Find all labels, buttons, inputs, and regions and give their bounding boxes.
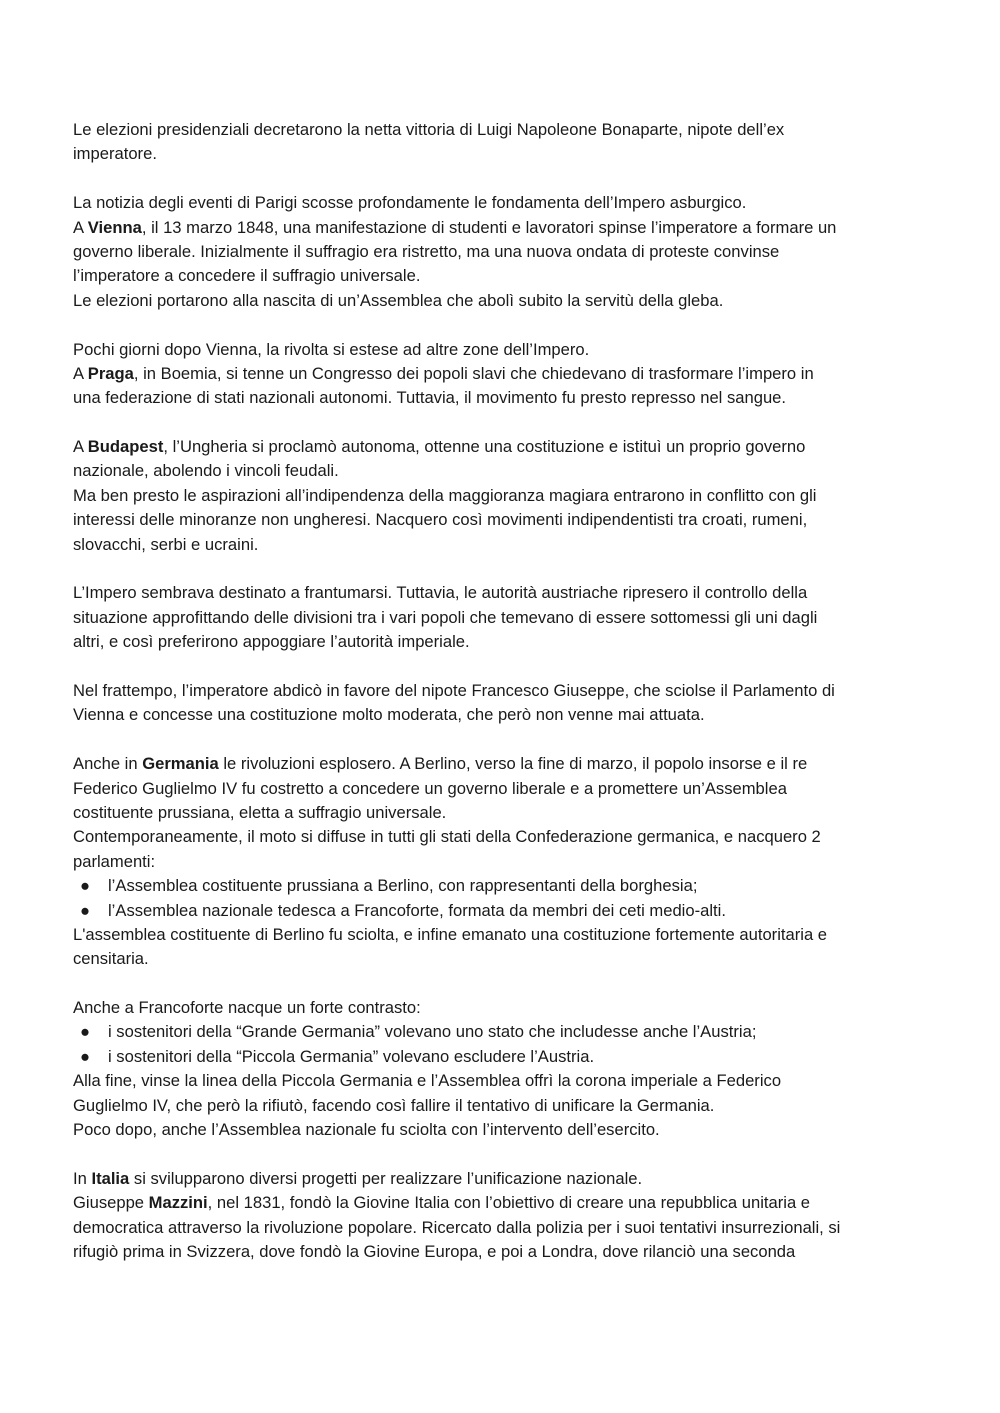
text-line: governo liberale. Inizialmente il suffragio era ristretto, ma una nuova ondata di proteste convinse (73, 241, 780, 261)
text-line: Anche a Francoforte nacque un forte contrasto: (73, 998, 421, 1018)
text-line: imperatore. (73, 144, 157, 164)
text-line: censitaria. (73, 949, 149, 969)
text-run: A (73, 363, 88, 383)
text-run: , l’Ungheria si proclamò autonoma, ottenne una costituzione e istituì un proprio governo (163, 437, 806, 457)
paragraph (73, 752, 930, 972)
text-line: rifugiò prima in Svizzera, dove fondò la Giovine Europa, e poi a Londra, dove rilanciò una seconda (73, 1241, 796, 1261)
paragraph-spacer (73, 313, 930, 337)
text-run: A (73, 437, 88, 457)
bold-keyword: Vienna (87, 217, 142, 237)
text-line: Poco dopo, anche l’Assemblea nazionale fu sciolta con l’intervento dell’esercito. (73, 1120, 660, 1140)
bullet-item (73, 874, 930, 898)
bullet-item (73, 1045, 930, 1069)
bullet-item (73, 899, 930, 923)
text-line: L'assemblea costituente di Berlino fu sciolta, e infine emanato una costituzione fortemente autoritaria e (73, 924, 828, 944)
text-line: Contemporaneamente, il moto si diffuse in tutti gli stati della Confederazione germanica, e nacquero 2 (73, 827, 821, 847)
paragraph-spacer (73, 411, 930, 435)
text-run: In (73, 1168, 92, 1188)
bold-keyword: Budapest (87, 437, 164, 457)
text-run: si svilupparono diversi progetti per realizzare l’unificazione nazionale. (129, 1168, 643, 1188)
paragraph (73, 1167, 930, 1265)
paragraph (73, 118, 930, 167)
paragraph-spacer (73, 655, 930, 679)
paragraph (73, 435, 930, 557)
text-line: Federico Guglielmo IV fu costretto a concedere un governo liberale e a promettere un’Assemblea (73, 778, 787, 798)
text-run: , in Boemia, si tenne un Congresso dei popoli slavi che chiedevano di trasformare l’impero in (133, 363, 814, 383)
paragraph (73, 581, 930, 654)
paragraph-spacer (73, 557, 930, 581)
text-line: Le elezioni presidenziali decretarono la netta vittoria di Luigi Napoleone Bonaparte, nipote dell’ex (73, 120, 785, 139)
text-run: Anche in (73, 754, 143, 774)
paragraph-spacer (73, 167, 930, 191)
text-line (73, 1167, 930, 1191)
text-line: parlamenti: (73, 851, 156, 871)
bullet-icon: ● (80, 900, 91, 920)
paragraph (73, 338, 930, 411)
paragraph-spacer (73, 728, 930, 752)
bullet-text: i sostenitori della “Grande Germania” volevano uno stato che includesse anche l’Austria; (108, 1022, 757, 1042)
bullet-text: l’Assemblea costituente prussiana a Berlino, con rappresentanti della borghesia; (108, 876, 698, 896)
bullet-item (73, 1020, 930, 1044)
text-line: democratica attraverso la rivoluzione popolare. Ricercato dalla polizia per i suoi tentativi insurrezionali, si (73, 1217, 841, 1237)
text-line: interessi delle minoranze non ungheresi. Nacquero così movimenti indipendentisti tra croati, rumeni, (73, 510, 808, 530)
text-run: le rivoluzioni esplosero. A Berlino, verso la fine di marzo, il popolo insorse e il re (218, 754, 808, 774)
bullet-icon: ● (80, 876, 91, 896)
text-line: situazione approfittando delle divisioni tra i vari popoli che temevano di essere sottomessi gli uni dagli (73, 607, 818, 627)
text-line: Vienna e concesse una costituzione molto moderata, che però non venne mai attuata. (73, 705, 705, 725)
text-line: L’Impero sembrava destinato a frantumarsi. Tuttavia, le autorità austriache ripresero il controllo della (73, 583, 808, 603)
text-line: Nel frattempo, l’imperatore abdicò in favore del nipote Francesco Giuseppe, che sciolse il Parlamento di (73, 680, 835, 700)
text-line (73, 216, 930, 240)
text-line: slovacchi, serbi e ucraini. (73, 534, 259, 554)
text-line: Alla fine, vinse la linea della Piccola Germania e l’Assemblea offrì la corona imperiale a Federico (73, 1071, 782, 1091)
text-line (73, 752, 930, 776)
text-run: , nel 1831, fondò la Giovine Italia con l’obiettivo di creare una repubblica unitaria e (207, 1193, 811, 1213)
text-line: Le elezioni portarono alla nascita di un’Assemblea che abolì subito la servitù della gleba. (73, 290, 724, 310)
text-run: Giuseppe (73, 1193, 149, 1213)
paragraph (73, 996, 930, 1142)
paragraph-spacer (73, 972, 930, 996)
bold-keyword: Germania (142, 754, 219, 774)
text-line: La notizia degli eventi di Parigi scosse profondamente le fondamenta dell’Impero asburgico. (73, 193, 747, 213)
bold-keyword: Italia (91, 1168, 130, 1188)
text-run: , il 13 marzo 1848, una manifestazione di studenti e lavoratori spinse l’imperatore a formare un (141, 217, 837, 237)
paragraph (73, 191, 930, 313)
text-line: Pochi giorni dopo Vienna, la rivolta si estese ad altre zone dell’Impero. (73, 339, 590, 359)
text-line: altri, e così preferirono appoggiare l’autorità imperiale. (73, 632, 470, 652)
bold-keyword: Mazzini (148, 1193, 208, 1213)
text-line: l’imperatore a concedere il suffragio universale. (73, 266, 421, 286)
bold-keyword: Praga (87, 363, 134, 383)
bullet-text: l’Assemblea nazionale tedesca a Francoforte, formata da membri dei ceti medio-alti. (108, 900, 726, 920)
text-line: una federazione di stati nazionali autonomi. Tuttavia, il movimento fu presto represso nel sangue. (73, 388, 787, 408)
text-line: costituente prussiana, eletta a suffragio universale. (73, 802, 447, 822)
text-line (73, 1191, 930, 1215)
paragraph-spacer (73, 1142, 930, 1166)
text-run: A (73, 217, 88, 237)
text-line: nazionale, abolendo i vincoli feudali. (73, 461, 339, 481)
bullet-icon: ● (80, 1022, 91, 1042)
text-line (73, 362, 930, 386)
text-line: Ma ben presto le aspirazioni all’indipendenza della maggioranza magiara entrarono in conflitto con gli (73, 485, 817, 505)
text-line: Guglielmo IV, che però la rifiutò, facendo così fallire il tentativo di unificare la Germania. (73, 1095, 715, 1115)
bullet-icon: ● (80, 1046, 91, 1066)
text-line (73, 435, 930, 459)
bullet-text: i sostenitori della “Piccola Germania” volevano escludere l’Austria. (108, 1046, 595, 1066)
paragraph (73, 679, 930, 728)
